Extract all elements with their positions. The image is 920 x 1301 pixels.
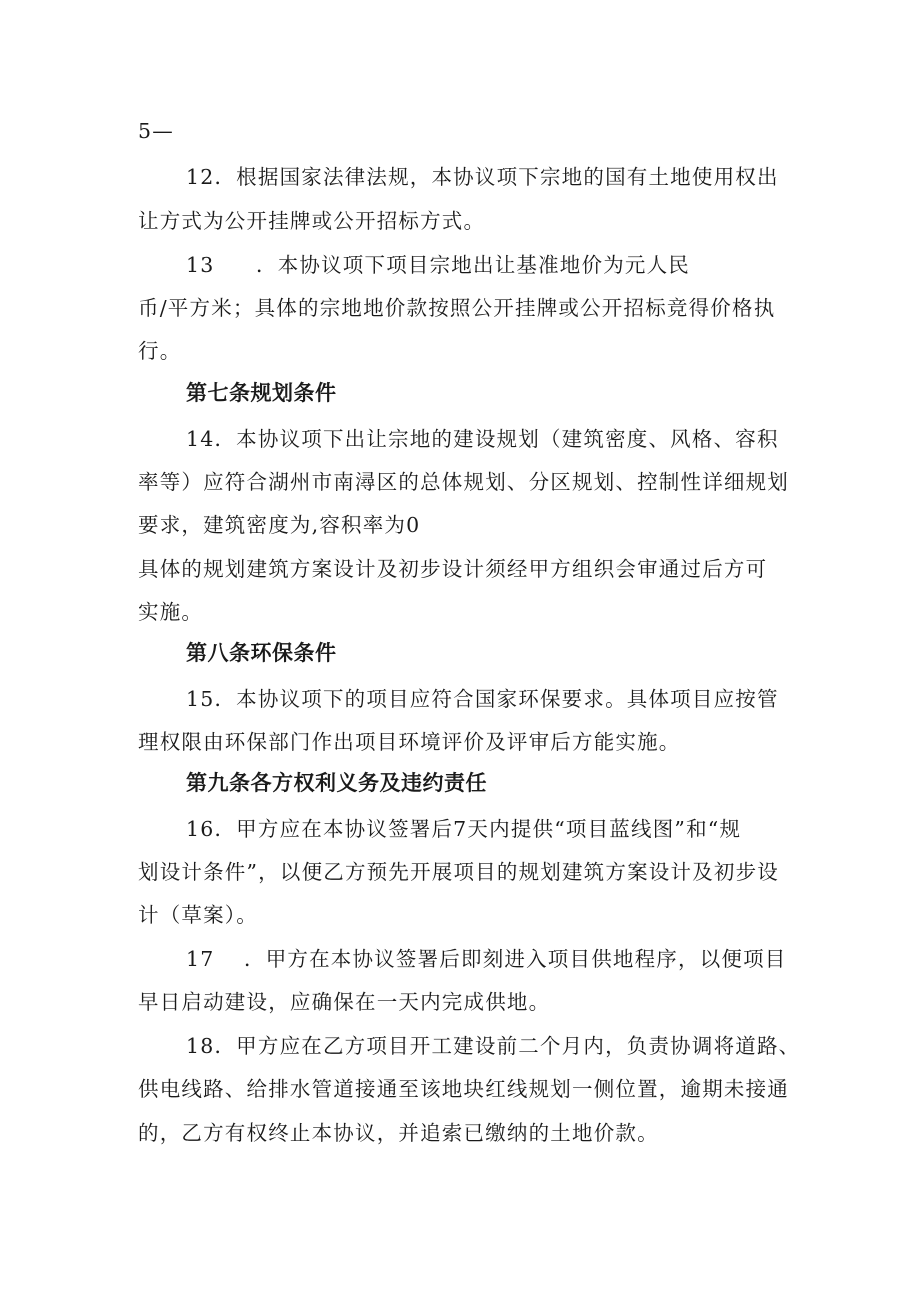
clause-12-line-1: 12．根据国家法律法规，本协议项下宗地的国有土地使用权出	[186, 165, 779, 189]
clause-14-line-4: 具体的规划建筑方案设计及初步设计须经甲方组织会审通过后方可	[138, 557, 768, 581]
clause-17-line-1-text: ．甲方在本协议签署后即刻进入项目供地程序，以便项目	[244, 947, 787, 971]
article-9-heading: 第九条各方权利义务及违约责任	[186, 771, 487, 795]
clause-15-line-1: 15．本协议项下的项目应符合国家环保要求。具体项目应按管	[186, 687, 779, 711]
clause-15-line-2: 理权限由环保部门作出项目环境评价及评审后方能实施。	[138, 730, 681, 754]
clause-12-line-2: 让方式为公开挂牌或公开招标方式。	[138, 209, 486, 233]
clause-17-line-1	[186, 944, 787, 974]
clause-13-line-3: 行。	[138, 339, 182, 363]
clause-16-line-1: 16．甲方应在本协议签署后7天内提供“项目蓝线图”和“规	[186, 817, 742, 841]
article-8-heading: 第八条环保条件	[186, 641, 337, 665]
clause-14-line-1: 14．本协议项下出让宗地的建设规划（建筑密度、风格、容积	[186, 427, 779, 451]
clause-18-line-3: 的，乙方有权终止本协议，并追索已缴纳的土地价款。	[138, 1121, 659, 1145]
clause-13-line-1-text: ．本协议项下项目宗地出让基准地价为元人民	[256, 253, 690, 277]
clause-16-line-2: 划设计条件”，以便乙方预先开展项目的规划建筑方案设计及初步设	[138, 860, 779, 884]
clause-17-number: 17	[186, 947, 215, 971]
page-marker: 5—	[138, 119, 174, 143]
clause-14-line-3: 要求，建筑密度为,容积率为0	[138, 513, 421, 537]
clause-16-line-3: 计（草案）。	[138, 903, 258, 927]
clause-17-line-2: 早日启动建设，应确保在一天内完成供地。	[138, 990, 551, 1014]
clause-18-line-1: 18．甲方应在乙方项目开工建设前二个月内，负责协调将道路、	[186, 1034, 801, 1058]
clause-14-line-5: 实施。	[138, 600, 204, 624]
article-7-heading: 第七条规划条件	[186, 381, 337, 405]
clause-18-line-2: 供电线路、给排水管道接通至该地块红线规划一侧位置，逾期未接通	[138, 1077, 789, 1101]
clause-13-number: 13	[186, 253, 215, 277]
clause-13-line-2: 币/平方米；具体的宗地地价款按照公开挂牌或公开招标竞得价格执	[138, 296, 776, 320]
clause-14-line-2: 率等）应符合湖州市南潯区的总体规划、分区规划、控制性详细规划	[138, 470, 789, 494]
clause-13-line-1	[186, 250, 690, 280]
